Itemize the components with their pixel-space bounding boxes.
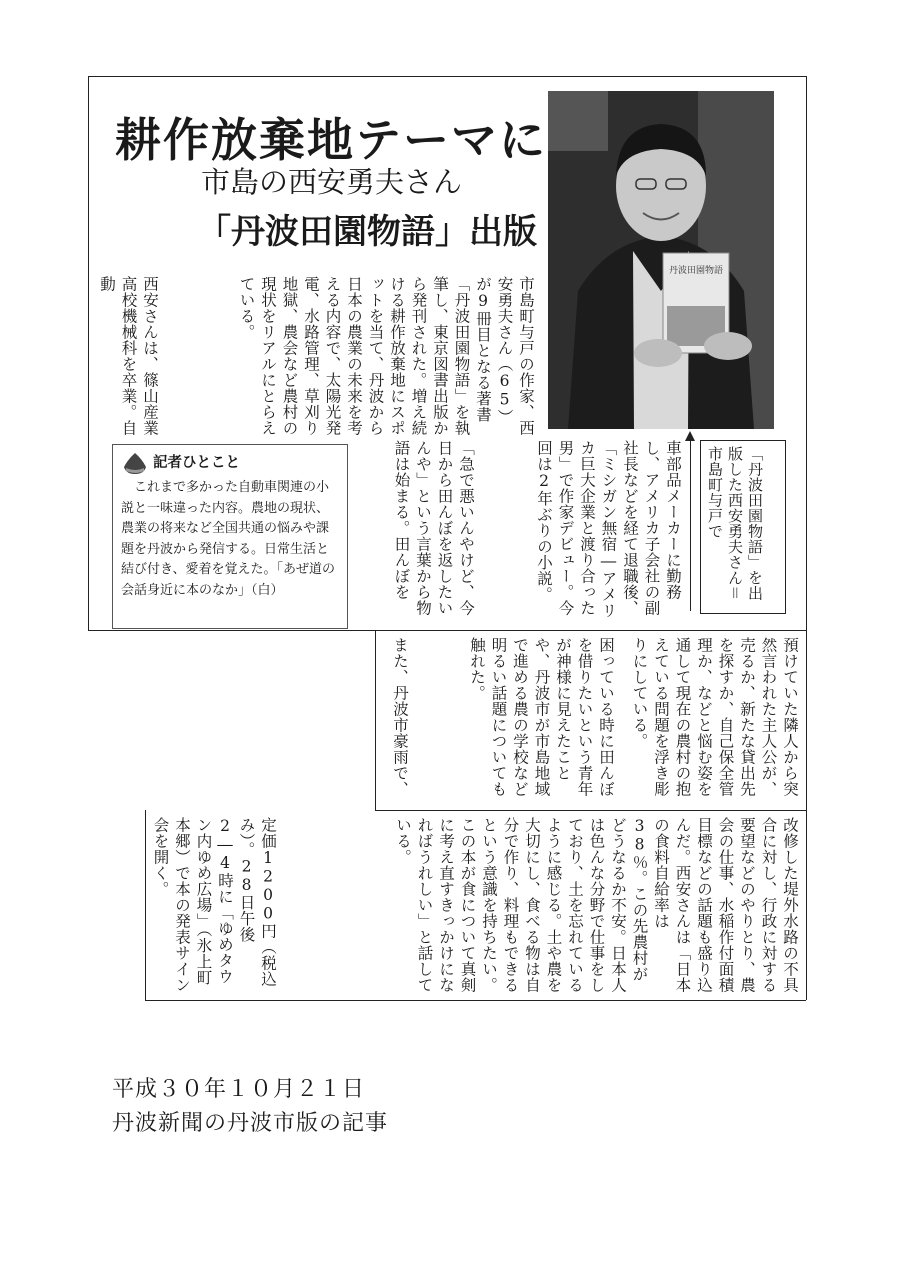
photo-caption — [700, 440, 786, 614]
subhead-title: 「丹波田園物語」出版 — [197, 212, 537, 252]
body-column-7: また、丹波市豪雨で、 — [391, 637, 409, 797]
bottom-right-rule — [806, 810, 807, 1000]
footer-source: 丹波新聞の丹波市版の記事 — [112, 1111, 389, 1136]
subhead-name: 市島の西安勇夫さん — [201, 165, 463, 199]
body-column-5: 預けていた隣人から突然言われた主人公が、売るか、新たな貸出先を探すか、自己保全管理か、などと悩む姿を通して現在の農村の抱えている問題を浮き彫りにしている。 — [630, 637, 799, 797]
left-rule — [88, 76, 89, 631]
reporter-note-body: これまで多かった自動車関連の小説と一味違った内容。農地の現状、農業の将来など全国共通の悩みや課題を丹波から発信する。日常生活と結び付き、愛着を覚えた。「あぜ道の会話身近に本のなか」（白） — [121, 480, 335, 598]
bottom-rule — [145, 1000, 806, 1001]
footer-date: 平成３０年１０月２１日 — [112, 1077, 366, 1102]
reporter-note-title: 記者ひとこと — [153, 455, 240, 471]
body-column-9: 定価1200円（税込み）。28日午後2―4時に「ゆめタウン内ゆめ広場」（氷上町本郷）で本の発表サイン会を開く。 — [151, 817, 277, 993]
mid-rule — [88, 630, 806, 631]
top-rule — [88, 76, 806, 77]
body-column-3: 車部品メーカーに勤務し、アメリカ子会社の副社長などを経て退職後、「ミシガン無宿―アメリカ巨大企業と渡り合った男」で作家デビュー。今回は2年ぶりの小説。 — [535, 440, 682, 619]
author-photo — [548, 91, 774, 429]
body-column-2: 西安さんは、篠山産業高校機械科を卒業。自動 — [98, 276, 159, 436]
body-column-4: 「急で悪いんやけど、今日から田んぼを返したいんや」という言葉から物語は始まる。田んぼを — [392, 440, 475, 616]
body-column-8: 改修した堤外水路の不具合に対し、行政に対する要望などのやりとり、農会の仕事、水稲作付面積目標などの話題も盛り込んだ。西安さんは「日本の食料自給率は38％。この先農村がどうなるか不安。日本人は色んな分野で仕事をしており、土を忘れているように感じる。土や農を大切にし、食べる物は自分で作り、料理もできるという意識を持ちたい。この本が食について真剣に考え直すきっかけになればうれしい」と話している。 — [394, 817, 799, 993]
body-column-6: 困っている時に田んぼを借りたいという青年が神様に見えたことや、丹波市が市島地域で進める農の学校など明るい話題についても触れた。 — [468, 637, 615, 797]
bottom-left-rule — [145, 810, 146, 1000]
book-cover-title: 丹波田園物語 — [668, 266, 724, 276]
lower-rule — [375, 810, 806, 811]
lower-left-rule — [375, 630, 376, 810]
right-rule — [806, 76, 807, 631]
photo-caption-text: 「丹波田園物語」を出版した西安勇夫さん＝市島町与戸で — [706, 446, 764, 601]
caption-arrow-line — [690, 436, 691, 611]
chestnut-icon — [122, 451, 148, 475]
reporter-note — [112, 444, 348, 629]
right-rule-lower — [806, 630, 807, 810]
body-column-1: 市島町与戸の作家、西安勇夫さん（65）が9冊目となる著書「丹波田園物語」を執筆し、東京図書出版から発刊された。増え続ける耕作放棄地にスポットを当て、丹波から日本の農業の未来を考える内容で、太陽光発電、水路管理、草刈り地獄、農会など農村の現状をリアルにとらえている。 — [237, 276, 535, 436]
headline: 耕作放棄地テーマに — [115, 113, 547, 167]
